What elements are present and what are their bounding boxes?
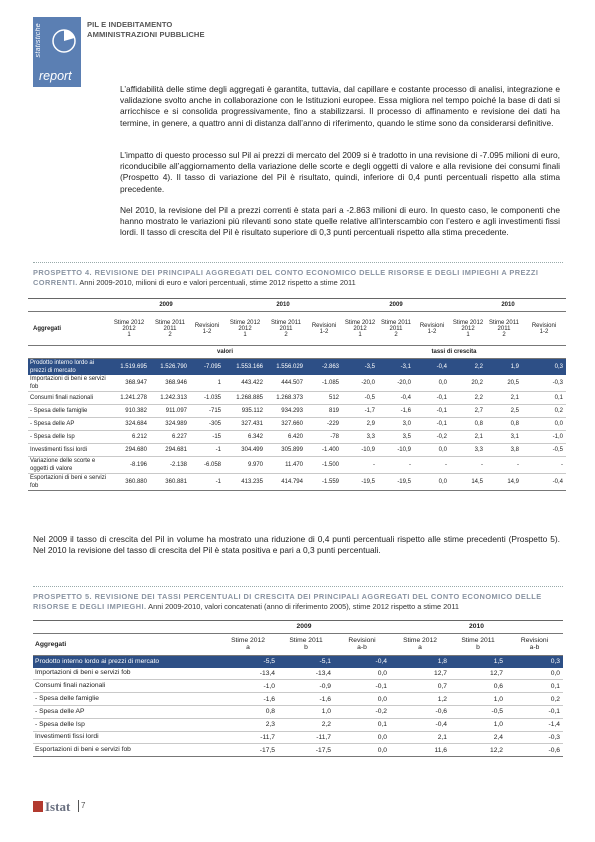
table-cell: -5,5 (218, 655, 278, 667)
table-cell: -13,4 (218, 668, 278, 680)
section-divider (33, 262, 563, 263)
table-cell: -1,6 (278, 693, 334, 706)
table-cell: -3,5 (342, 359, 378, 376)
table-row (28, 474, 566, 491)
table-cell: -1.559 (306, 474, 342, 491)
row-label: - Spesa delle AP (28, 418, 108, 431)
table-cell: 3,8 (486, 444, 522, 457)
table-cell: 1,8 (390, 655, 450, 667)
table-cell: -0,4 (334, 655, 390, 667)
table-cell: 3,1 (486, 431, 522, 444)
row-label: Importazioni di beni e servizi fob (28, 375, 108, 392)
row-label: Consumi finali nazionali (33, 680, 218, 693)
table-cell: -10,9 (378, 444, 414, 457)
paragraph-2009-impact: L’impatto di questo processo sul Pil ai prezzi di mercato del 2009 si è tradotto in una revisione di -7.095 milioni di euro, riconducibile all’aggiornamento della variazione delle scorte e degli oggetti di valore e alla revisione dei consumi finali (Prospetto 4). Il tasso di variazione del Pil è risultato, quindi, inferiore di 0,4 punti percentuali rispetto alla stima precedente. (120, 150, 560, 194)
table-cell: -0,1 (414, 392, 450, 405)
table-cell: 0,0 (414, 474, 450, 491)
table-cell: -1.400 (306, 444, 342, 457)
table-cell: -0,9 (278, 680, 334, 693)
year-header: 2009 (108, 299, 224, 312)
table-cell: -0,4 (522, 474, 566, 491)
table-cell: 2,1 (390, 731, 450, 744)
table-cell: 6.342 (224, 431, 266, 444)
table-cell: 368.946 (150, 375, 190, 392)
table-cell: -78 (306, 431, 342, 444)
table-cell: 512 (306, 392, 342, 405)
table-cell: -8.196 (108, 457, 150, 474)
publication-title (87, 20, 205, 39)
table-cell: 934.293 (266, 405, 306, 418)
prospetto5-caption (33, 592, 563, 612)
table-cell: 0,0 (414, 444, 450, 457)
table-cell: -1,4 (506, 718, 563, 731)
table-cell: -0,6 (506, 744, 563, 757)
table-row (33, 693, 563, 706)
table-cell: -1,6 (218, 693, 278, 706)
prospetto4-caption (33, 268, 563, 288)
table-row (28, 457, 566, 474)
row-label: Importazioni di beni e servizi fob (33, 668, 218, 680)
table-cell: 2,5 (486, 405, 522, 418)
row-header: Aggregati (33, 633, 218, 655)
table-cell: 12,7 (450, 668, 506, 680)
table-cell: 910.382 (108, 405, 150, 418)
table-row (33, 655, 563, 667)
table-cell: 2,1 (486, 392, 522, 405)
table-cell: 0,2 (522, 405, 566, 418)
table-cell: -0,2 (334, 705, 390, 718)
row-label: - Spesa delle famiglie (28, 405, 108, 418)
col-header-revisioni: Revisioni 1-2 (190, 312, 224, 346)
col-header-stime2012: Stime 2012 a (218, 633, 278, 655)
table-cell: 0,0 (522, 418, 566, 431)
table-row (28, 405, 566, 418)
table-cell: 2,2 (278, 718, 334, 731)
col-header-revisioni: Revisioni a-b (334, 633, 390, 655)
table-cell: 0,6 (450, 680, 506, 693)
table-cell: 1 (190, 375, 224, 392)
table-cell: 368.947 (108, 375, 150, 392)
table-row (33, 731, 563, 744)
table-cell: 0,8 (218, 705, 278, 718)
col-header-stime2011: Stime 2011 2011 2 (266, 312, 306, 346)
table-row (33, 705, 563, 718)
table-cell: 6.227 (150, 431, 190, 444)
table-cell: 360.880 (108, 474, 150, 491)
table-cell: 1.519.695 (108, 359, 150, 376)
table-cell: -11,7 (218, 731, 278, 744)
table-row (28, 418, 566, 431)
table-row (33, 718, 563, 731)
table-cell: -15 (190, 431, 224, 444)
table-cell: -715 (190, 405, 224, 418)
row-label: Prodotto interno lordo ai prezzi di mercato (33, 655, 218, 667)
table-cell: 324.684 (108, 418, 150, 431)
col-header-stime2012: Stime 2012 2012 1 (450, 312, 486, 346)
group-tassi: tassi di crescita (342, 346, 566, 359)
table-cell: 1.242.313 (150, 392, 190, 405)
table-cell: -20,0 (378, 375, 414, 392)
table-cell: 11.470 (266, 457, 306, 474)
table-cell: 294.681 (150, 444, 190, 457)
table-cell: - (342, 457, 378, 474)
table-cell: 1.553.166 (224, 359, 266, 376)
table-cell: 2,3 (218, 718, 278, 731)
col-header-revisioni: Revisioni a-b (506, 633, 563, 655)
col-header-stime2011: Stime 2011 2011 2 (486, 312, 522, 346)
logo-word: report (39, 69, 72, 83)
table-cell: 0,0 (506, 668, 563, 680)
col-header-revisioni: Revisioni 1-2 (414, 312, 450, 346)
row-label: - Spesa delle famiglie (33, 693, 218, 706)
col-header-stime2011: Stime 2011 b (450, 633, 506, 655)
year-header: 2009 (218, 621, 390, 634)
table-cell: 1,9 (486, 359, 522, 376)
paragraph-volume-growth: Nel 2009 il tasso di crescita del Pil in volume ha mostrato una riduzione di 0,4 punti percentuali rispetto alle stime precedenti (Prospetto 5). Nel 2010 la revisione del tasso di crescita del Pil è stata positiva e pari a 0,3 punti percentuali. (33, 534, 560, 556)
table-cell: 1.268.373 (266, 392, 306, 405)
table-cell: -19,5 (342, 474, 378, 491)
table-cell: -5,1 (278, 655, 334, 667)
table-cell: 414.794 (266, 474, 306, 491)
table-cell: -1.085 (306, 375, 342, 392)
table-cell: -0,6 (390, 705, 450, 718)
row-label: Consumi finali nazionali (28, 392, 108, 405)
table-cell: -0,5 (342, 392, 378, 405)
table-cell: 935.112 (224, 405, 266, 418)
table-row (28, 431, 566, 444)
table-cell: 1,0 (450, 718, 506, 731)
table-cell: -10,9 (342, 444, 378, 457)
paragraph-reliability: L’affidabilità delle stime degli aggregati è garantita, tuttavia, dal capillare e costante processo di analisi, integrazione e validazione svolto anche in collaborazione con le Istituzioni europee. Essa migliora nel tempo poiché la base di dati si arricchisce e si consolida progressivamente, fino a stabilizzarsi. Il processo di affinamento e revisione dei dati ha termine, in genere, a quattro anni di distanza dall’anno di riferimento, quando le stime sono da considerarsi definitive. (120, 84, 560, 128)
table-cell: -0,4 (414, 359, 450, 376)
table-cell: 1,5 (450, 655, 506, 667)
table-cell: 2,2 (450, 359, 486, 376)
table-cell: 0,0 (334, 744, 390, 757)
logo-vertical-text: statistiche (35, 23, 42, 58)
row-label: - Spesa delle Isp (33, 718, 218, 731)
table-row (33, 680, 563, 693)
table-cell: -17,5 (218, 744, 278, 757)
table-cell: 12,2 (450, 744, 506, 757)
statistiche-report-logo (33, 17, 81, 87)
table-cell: -6.058 (190, 457, 224, 474)
group-valori: valori (108, 346, 342, 359)
table-cell: -0,5 (522, 444, 566, 457)
table-cell: 6.420 (266, 431, 306, 444)
table-cell: 305.899 (266, 444, 306, 457)
table-cell: 304.499 (224, 444, 266, 457)
table-cell: 0,0 (334, 668, 390, 680)
table-cell: 3,3 (450, 444, 486, 457)
table-cell: -2.138 (150, 457, 190, 474)
row-label: Variazione delle scorte e oggetti di valore (28, 457, 108, 474)
istat-logo-text: Istat (45, 799, 71, 814)
table-cell: 0,1 (506, 680, 563, 693)
col-header-revisioni: Revisioni 1-2 (522, 312, 566, 346)
table-cell: -1.035 (190, 392, 224, 405)
table-cell: -1,0 (522, 431, 566, 444)
table-cell: -1,0 (218, 680, 278, 693)
table-cell: 12,7 (390, 668, 450, 680)
table-row (33, 668, 563, 680)
table-cell: -0,4 (390, 718, 450, 731)
table-cell: 20,2 (450, 375, 486, 392)
table-cell: 2,9 (342, 418, 378, 431)
table-cell: 3,0 (378, 418, 414, 431)
table-cell: -1,6 (378, 405, 414, 418)
table-cell: -0,1 (334, 680, 390, 693)
table-cell: -17,5 (278, 744, 334, 757)
table-cell: -3,1 (378, 359, 414, 376)
table-cell: -229 (306, 418, 342, 431)
prospetto4-title: PROSPETTO 4. REVISIONE DEI PRINCIPALI AGGREGATI DEL CONTO ECONOMICO DELLE RISORSE E DEGLI IMPIEGHI A PREZZI CORRENTI. (33, 268, 539, 287)
col-header-stime2011: Stime 2011 2011 2 (378, 312, 414, 346)
col-header-stime2012: Stime 2012 2012 1 (342, 312, 378, 346)
row-label: - Spesa delle Isp (28, 431, 108, 444)
table-cell: -20,0 (342, 375, 378, 392)
prospetto5-table (33, 620, 563, 757)
table-cell: 1.526.790 (150, 359, 190, 376)
table-cell: 2,2 (450, 392, 486, 405)
section-divider (33, 586, 563, 587)
table-cell: 0,8 (450, 418, 486, 431)
publication-title-line1: PIL E INDEBITAMENTO (87, 20, 173, 29)
table-cell: 0,3 (506, 655, 563, 667)
table-cell: 2,4 (450, 731, 506, 744)
year-header: 2010 (224, 299, 342, 312)
table-cell: 6.212 (108, 431, 150, 444)
table-cell: -0,3 (506, 731, 563, 744)
page-number-divider (78, 800, 79, 812)
table-cell: -1 (190, 444, 224, 457)
row-label: - Spesa delle AP (33, 705, 218, 718)
table-cell: 20,5 (486, 375, 522, 392)
table-cell: - (486, 457, 522, 474)
table-cell: 1.241.278 (108, 392, 150, 405)
prospetto4-subtitle: Anni 2009-2010, milioni di euro e valori percentuali, stime 2012 rispetto a stime 2011 (79, 278, 356, 287)
row-label: Esportazioni di beni e servizi fob (30, 475, 107, 489)
table-cell: 3,5 (378, 431, 414, 444)
table-cell: 0,1 (334, 718, 390, 731)
table-cell: 14,5 (450, 474, 486, 491)
table-cell: 0,0 (414, 375, 450, 392)
row-label: Investimenti fissi lordi (33, 731, 218, 744)
table-cell: 0,0 (334, 731, 390, 744)
table-cell: 14,9 (486, 474, 522, 491)
table-cell: 0,0 (334, 693, 390, 706)
col-header-stime2011: Stime 2011 2011 2 (150, 312, 190, 346)
table-cell: -7.095 (190, 359, 224, 376)
table-cell: 1,0 (278, 705, 334, 718)
year-header: 2010 (390, 621, 563, 634)
table-cell: 324.989 (150, 418, 190, 431)
istat-logo (33, 799, 71, 813)
table-row (28, 444, 566, 457)
table-cell: -0,1 (414, 418, 450, 431)
table-cell: 11,6 (390, 744, 450, 757)
table-cell: -0,5 (450, 705, 506, 718)
table-cell: 911.097 (150, 405, 190, 418)
table-row (28, 359, 566, 376)
row-header: Aggregati (28, 312, 108, 346)
table-cell: - (414, 457, 450, 474)
year-header: 2009 (342, 299, 450, 312)
table-cell: 360.881 (150, 474, 190, 491)
table-cell: 1.556.029 (266, 359, 306, 376)
col-header-stime2012: Stime 2012 2012 1 (108, 312, 150, 346)
year-header: 2010 (450, 299, 566, 312)
table-cell: 1,0 (450, 693, 506, 706)
row-label: Investimenti fissi lordi (28, 444, 108, 457)
table-cell: 9.970 (224, 457, 266, 474)
page-number: 7 (81, 801, 86, 810)
col-header-stime2012: Stime 2012 2012 1 (224, 312, 266, 346)
table-cell: -0,2 (414, 431, 450, 444)
istat-logo-mark (33, 801, 43, 812)
table-cell: 413.235 (224, 474, 266, 491)
table-cell: -0,1 (506, 705, 563, 718)
col-header-stime2011: Stime 2011 b (278, 633, 334, 655)
prospetto5-subtitle: Anni 2009-2010, valori concatenati (anno di riferimento 2005), stime 2012 rispetto a stime 2011 (148, 602, 460, 611)
table-row (33, 744, 563, 757)
table-cell: 327.431 (224, 418, 266, 431)
table-cell: 0,1 (522, 392, 566, 405)
table-cell: 0,2 (506, 693, 563, 706)
table-cell: - (522, 457, 566, 474)
table-cell: -1.500 (306, 457, 342, 474)
paragraph-2010-revision: Nel 2010, la revisione del Pil a prezzi correnti è stata pari a -2.863 milioni di euro. In questo caso, le componenti che hanno mostrato le variazioni più rilevanti sono state quelle relative all’interscambio con l’estero e agli investimenti fissi lordi. Il tasso di crescita del Pil è risultato superiore di 0,3 punti percentuali rispetto alla stima precedente. (120, 205, 560, 238)
pie-chart-icon (50, 27, 78, 55)
table-cell: -19,5 (378, 474, 414, 491)
publication-title-line2: AMMINISTRAZIONI PUBBLICHE (87, 29, 205, 39)
table-cell: -0,1 (414, 405, 450, 418)
table-cell: 819 (306, 405, 342, 418)
row-label: Prodotto interno lordo ai prezzi di mercato (28, 359, 108, 376)
table-cell: -11,7 (278, 731, 334, 744)
table-cell: 0,7 (390, 680, 450, 693)
table-cell: -0,3 (522, 375, 566, 392)
row-label: Esportazioni di beni e servizi fob (33, 744, 218, 757)
table-cell: -305 (190, 418, 224, 431)
table-cell: 294.680 (108, 444, 150, 457)
table-cell: -2.863 (306, 359, 342, 376)
table-cell: 443.422 (224, 375, 266, 392)
table-cell: 2,1 (450, 431, 486, 444)
table-cell: 327.660 (266, 418, 306, 431)
table-cell: 0,8 (486, 418, 522, 431)
table-cell: 0,3 (522, 359, 566, 376)
table-cell: 1.268.885 (224, 392, 266, 405)
table-cell: 1,2 (390, 693, 450, 706)
table-cell: 3,3 (342, 431, 378, 444)
table-cell: -1 (190, 474, 224, 491)
table-cell: - (450, 457, 486, 474)
table-cell: -0,4 (378, 392, 414, 405)
table-cell: 444.507 (266, 375, 306, 392)
col-header-stime2012: Stime 2012 a (390, 633, 450, 655)
table-cell: -1,7 (342, 405, 378, 418)
table-cell: -13,4 (278, 668, 334, 680)
table-row (28, 375, 566, 392)
prospetto5-title: PROSPETTO 5. REVISIONE DEI TASSI PERCENTUALI DI CRESCITA DEI PRINCIPALI AGGREGATI DEL CONTO ECONOMICO DELLE RISORSE E DEGLI IMPIEGHI. (33, 592, 542, 611)
table-row (28, 392, 566, 405)
prospetto4-table (28, 298, 566, 491)
table-cell: - (378, 457, 414, 474)
col-header-revisioni: Revisioni 1-2 (306, 312, 342, 346)
table-cell: 2,7 (450, 405, 486, 418)
